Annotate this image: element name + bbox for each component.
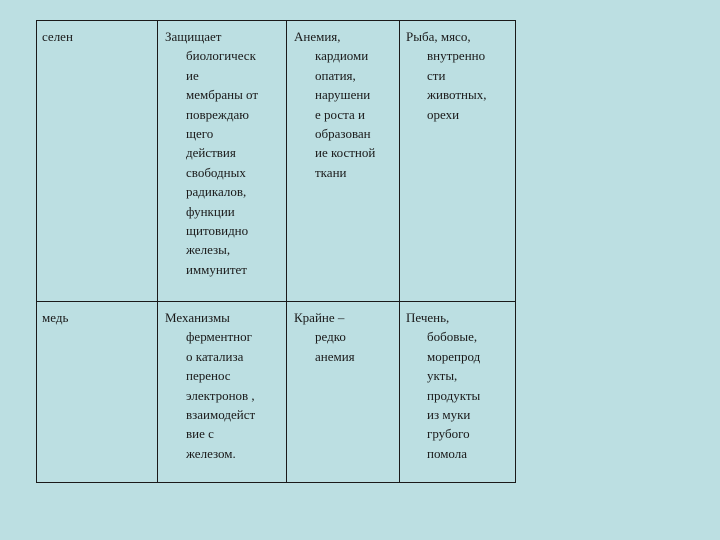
cell-line: Механизмы <box>165 310 230 325</box>
sources-cell <box>400 21 516 302</box>
cell-line: взаимодейст <box>186 407 256 423</box>
cell-line: функции <box>186 203 235 219</box>
cell-line: сти <box>427 67 446 83</box>
cell-line: опатия, <box>315 67 356 83</box>
cell-line: вие с <box>186 426 214 442</box>
element-name: медь <box>42 310 69 325</box>
element-cell <box>37 302 158 483</box>
deficiency-cell <box>287 302 400 483</box>
cell-line: железы, <box>186 242 231 258</box>
table-row <box>37 302 516 483</box>
cell-line: электронов , <box>186 387 255 403</box>
cell-line: перенос <box>186 368 231 384</box>
cell-line: орехи <box>427 106 460 122</box>
cell-line: ферментног <box>186 329 252 345</box>
table-row <box>37 21 516 302</box>
cell-line: ткани <box>315 164 347 180</box>
cell-line: е роста и <box>315 106 365 122</box>
cell-line: внутренно <box>427 48 486 64</box>
cell-line: продукты <box>427 387 481 403</box>
cell-line: Анемия, <box>294 29 341 44</box>
cell-line: нарушени <box>315 87 371 103</box>
cell-line: редко <box>315 329 346 345</box>
cell-line: о катализа <box>186 348 244 364</box>
cell-line: грубого <box>427 426 470 442</box>
cell-line: железом. <box>186 445 236 461</box>
sources-cell <box>400 302 516 483</box>
cell-line: радикалов, <box>186 184 247 200</box>
cell-line: мембраны от <box>186 87 259 103</box>
element-name: селен <box>42 29 73 44</box>
cell-line: укты, <box>427 368 458 384</box>
function-cell <box>158 21 287 302</box>
cell-line: действия <box>186 145 236 161</box>
cell-line: из муки <box>427 407 471 423</box>
cell-line: Рыба, мясо, <box>406 29 471 44</box>
cell-line: Печень, <box>406 310 450 325</box>
deficiency-cell <box>287 21 400 302</box>
cell-line: морепрод <box>427 348 481 364</box>
cell-line: щего <box>186 126 214 142</box>
cell-line: иммунитет <box>186 261 247 277</box>
cell-line: Защищает <box>165 29 222 44</box>
cell-line: помола <box>427 445 468 461</box>
element-cell <box>37 21 158 302</box>
cell-line: биологическ <box>186 48 256 64</box>
cell-line: образован <box>315 126 371 142</box>
nutrient-table <box>36 20 516 483</box>
cell-line: ие костной <box>315 145 376 161</box>
cell-line: бобовые, <box>427 329 478 345</box>
cell-line: кардиоми <box>315 48 369 64</box>
function-cell <box>158 302 287 483</box>
cell-line: ие <box>186 67 199 83</box>
cell-line: животных, <box>427 87 487 103</box>
cell-line: анемия <box>315 348 355 364</box>
cell-line: Крайне – <box>294 310 345 325</box>
cell-line: свободных <box>186 164 246 180</box>
cell-line: щитовидно <box>186 223 249 239</box>
cell-line: повреждаю <box>186 106 249 122</box>
